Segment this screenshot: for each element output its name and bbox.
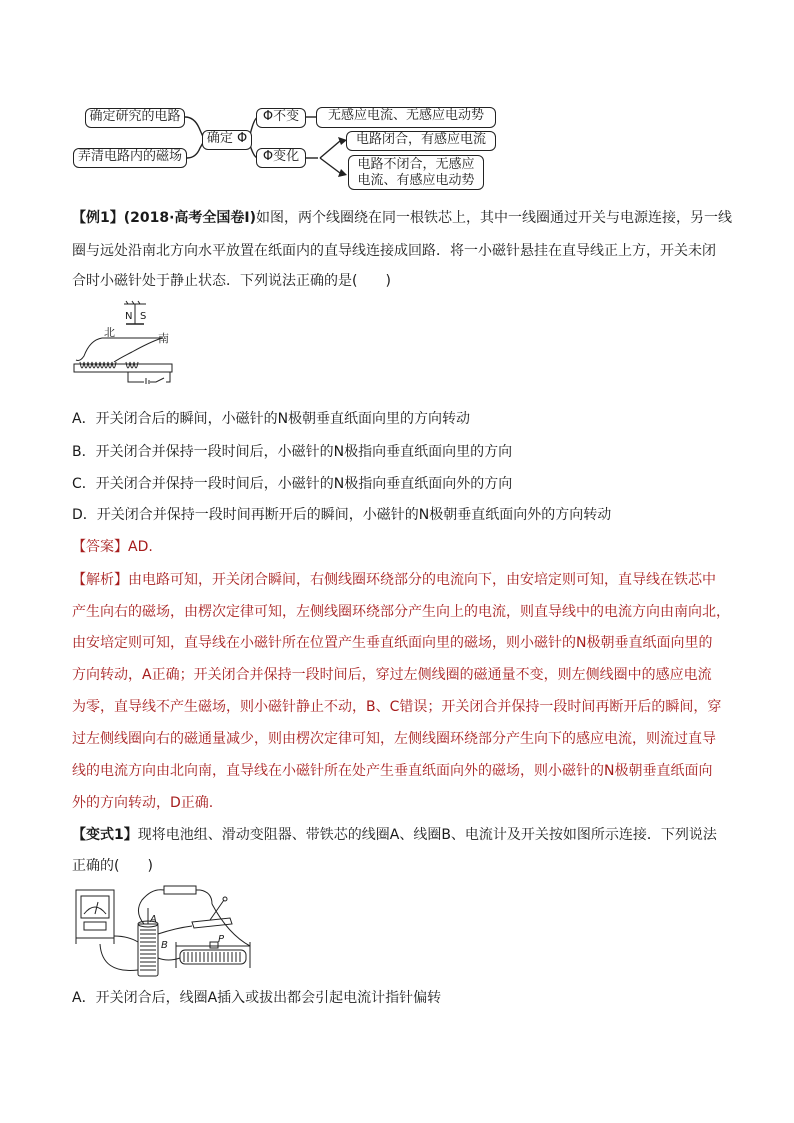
variant1-option-a: A．开关闭合后，线圈A插入或拔出都会引起电流计指针偏转 (72, 990, 442, 1006)
figure-induction-apparatus-drawing (72, 878, 262, 982)
variant1-stem-1: 现将电池组、滑动变阻器、带铁芯的线圈A、线圈B、电流计及开关按如图所示连接．下列说法 (137, 827, 717, 843)
label-needle-n: N (125, 311, 133, 322)
example1-line-1 (72, 208, 732, 228)
box-phi-unchanged: Φ不变 (256, 108, 306, 128)
analysis-line-8: 外的方向转动，D正确. (72, 795, 214, 811)
example1-line-3: 合时小磁针处于静止状态．下列说法正确的是( ) (72, 273, 391, 289)
analysis-line-4: 方向转动，A正确；开关闭合并保持一段时间后，穿过左侧线圈的磁通量不变，则左侧线圈中的感应电流 (72, 667, 712, 683)
example1-option-a: A．开关闭合后的瞬间，小磁针的N极朝垂直纸面向里的方向转动 (72, 411, 471, 427)
box-result-open (348, 155, 484, 190)
box-result-none: 无感应电流、无感应电动势 (316, 107, 496, 128)
result-open-line-1: 电路不闭合，无感应 (357, 157, 475, 172)
variant1-line-1 (72, 825, 717, 845)
analysis-line-1 (72, 570, 716, 590)
box-determine-circuit: 确定研究的电路 (85, 108, 185, 128)
label-slider-p: P (218, 934, 225, 945)
box-determine-phi: 确定 Φ (202, 130, 252, 150)
label-coil-a: A (150, 914, 157, 925)
example1-option-d: D．开关闭合并保持一段时间再断开后的瞬间，小磁针的N极朝垂直纸面向外的方向转动 (72, 507, 612, 523)
box-determine-field: 弄清电路内的磁场 (73, 148, 187, 168)
analysis-line-7: 线的电流方向由北向南，直导线在小磁针所在处产生垂直纸面向外的磁场，则小磁针的N极朝垂直纸面向 (72, 763, 713, 779)
label-north: 北 (104, 326, 115, 339)
figure-coils-compass (70, 300, 180, 384)
analysis-line-6: 过左侧线圈向右的磁通量减少，则由楞次定律可知，左侧线圈环绕部分产生向下的感应电流，则流过直导 (72, 731, 716, 747)
analysis-text-1: 由电路可知，开关闭合瞬间，右侧线圈环绕部分的电流向下，由安培定则可知，直导线在铁芯中 (128, 572, 716, 588)
analysis-line-5: 为零，直导线不产生磁场，则小磁针静止不动，B、C错误；开关闭合并保持一段时间再断开后的瞬间，穿 (72, 699, 722, 715)
label-coil-b: B (161, 940, 168, 951)
example1-source: (2018·高考全国卷Ⅰ) (123, 210, 257, 226)
label-needle-s: S (140, 311, 147, 322)
example1-stem-1: 如图，两个线圈绕在同一根铁芯上，其中一线圈通过开关与电源连接，另一线 (256, 210, 733, 226)
label-south: 南 (158, 332, 169, 345)
result-open-line-2: 电流、有感应电动势 (357, 173, 475, 188)
analysis-tag: 【解析】 (72, 572, 128, 588)
answer-text: AD. (128, 539, 153, 555)
variant1-tag: 【变式1】 (72, 827, 138, 843)
box-phi-changed: Φ变化 (256, 148, 306, 168)
figure-induction-apparatus (72, 878, 262, 982)
example1-option-c: C．开关闭合并保持一段时间后，小磁针的N极指向垂直纸面向外的方向 (72, 476, 513, 492)
example1-option-b: B．开关闭合并保持一段时间后，小磁针的N极指向垂直纸面向里的方向 (72, 444, 513, 460)
example1-line-2: 圈与远处沿南北方向水平放置在纸面内的直导线连接成回路．将一小磁针悬挂在直导线正上方，开关未闭 (72, 243, 716, 259)
example1-tag: 【例1】 (72, 210, 124, 226)
variant1-line-2: 正确的( ) (72, 858, 153, 874)
analysis-line-2: 产生向右的磁场，由楞次定律可知，左侧线圈环绕部分产生向上的电流，则直导线中的电流方向由南向北， (72, 604, 730, 620)
box-result-closed: 电路闭合，有感应电流 (346, 131, 496, 151)
analysis-line-3: 由安培定则可知，直导线在小磁针所在位置产生垂直纸面向里的磁场，则小磁针的N极朝垂直纸面向里的 (72, 635, 713, 651)
answer-line (72, 537, 153, 557)
answer-tag: 【答案】 (72, 539, 128, 555)
